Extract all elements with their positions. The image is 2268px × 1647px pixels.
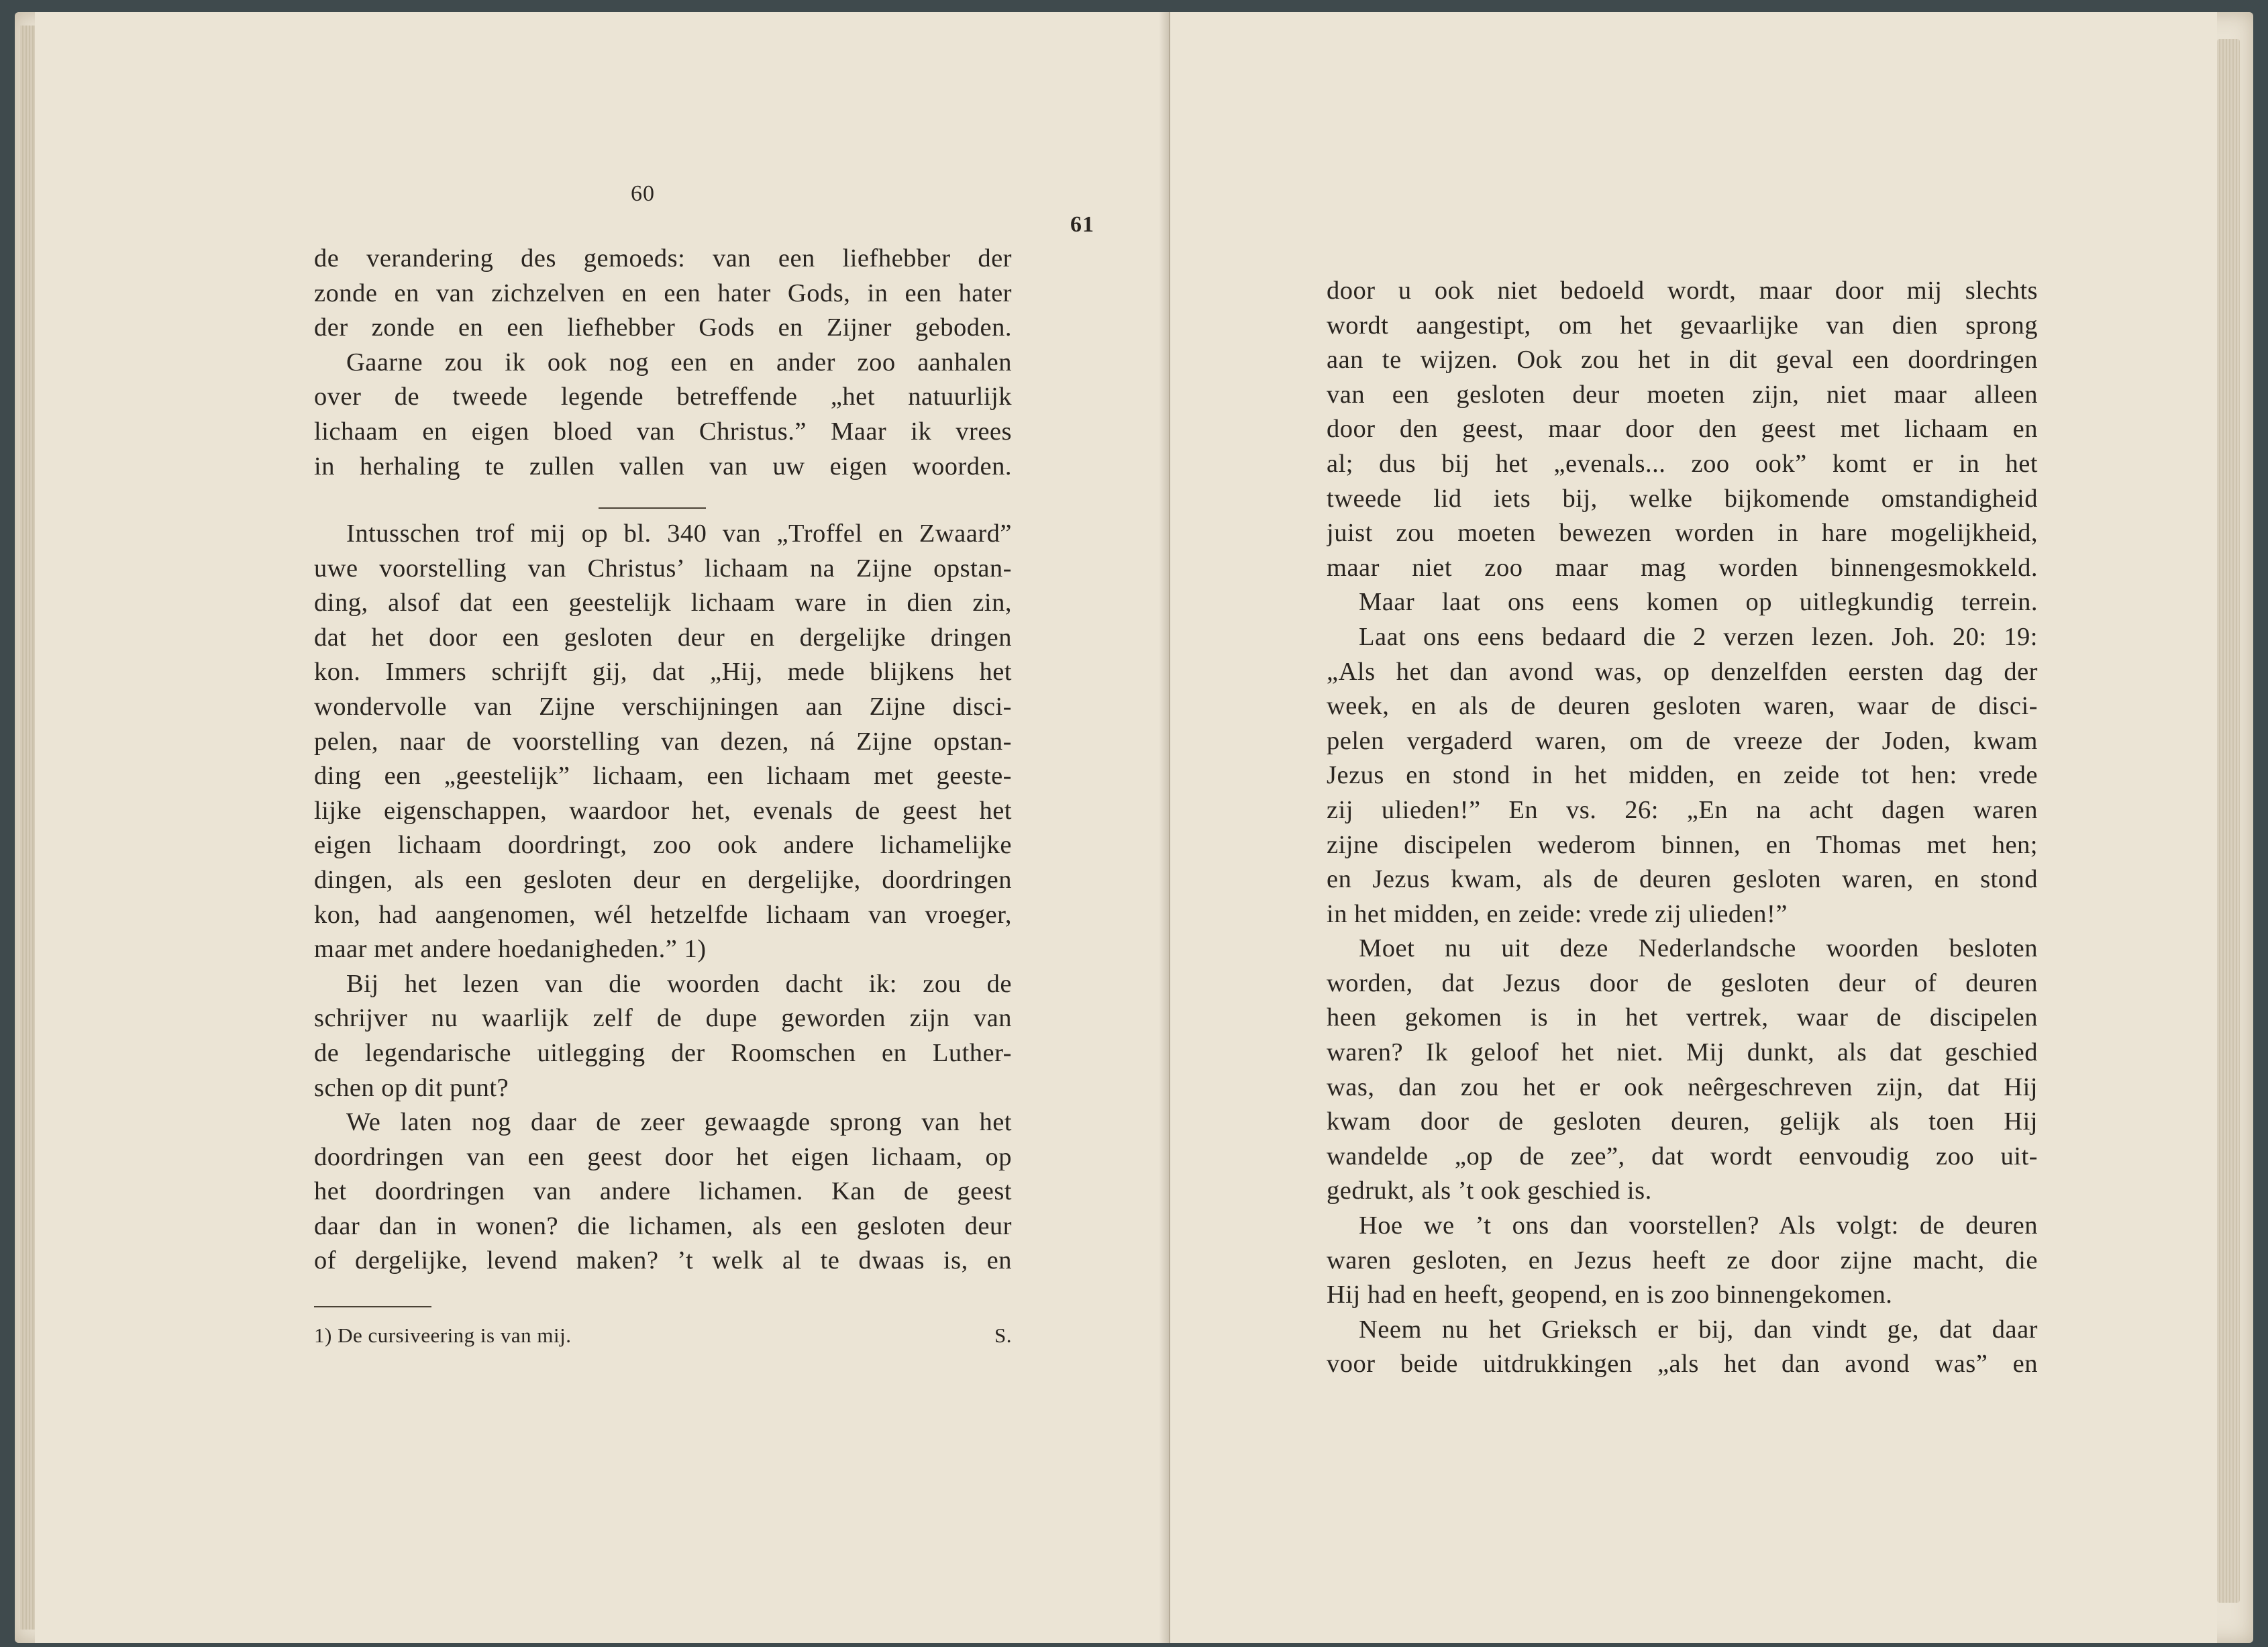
- right-text-block: [1327, 274, 2038, 1382]
- text-line: door den geest, maar door den geest met lichaam en: [1327, 415, 2038, 444]
- text-line: eigen lichaam doordringt, zoo ook andere lichamelijke: [314, 831, 1012, 860]
- text-line: schrijver nu waarlijk zelf de dupe geworden zijn van: [314, 1004, 1012, 1033]
- text-line: het doordringen van andere lichamen. Kan de geest: [314, 1177, 1012, 1206]
- text-line: pelen vergaderd waren, om de vreeze der Joden, kwam: [1327, 726, 2038, 755]
- left-text-block-1: [314, 242, 1012, 484]
- text-line: Hij had en heeft, geopend, en is zoo binnengekomen.: [1327, 1281, 1893, 1309]
- text-line: van een gesloten deur moeten zijn, niet maar alleen: [1327, 380, 2038, 409]
- text-line: waren gesloten, en Jezus heeft ze door zijne macht, die: [1327, 1246, 2038, 1275]
- open-book: [15, 12, 2253, 1643]
- text-line: wondervolle van Zijne verschijningen aan Zijne disci-: [314, 692, 1012, 721]
- text-line: was, dan zou het er ook neêrgeschreven zijn, dat Hij: [1327, 1072, 2038, 1101]
- text-line: ding, alsof dat een geestelijk lichaam ware in dien zin,: [314, 589, 1012, 617]
- text-line: juist zou moeten bewezen worden in hare mogelijkheid,: [1327, 519, 2038, 548]
- text-line: of dergelijke, levend maken? ’t welk al te dwaas is, en: [314, 1246, 1012, 1275]
- text-line: daar dan in wonen? die lichamen, als een gesloten deur: [314, 1211, 1012, 1240]
- text-line: Gaarne zou ik ook nog een en ander zoo aanhalen: [346, 348, 1012, 377]
- text-line: in herhaling te zullen vallen van uw eigen woorden.: [314, 452, 1012, 481]
- text-line: Neem nu het Grieksch er bij, dan vindt ge, dat daar: [1359, 1315, 2038, 1344]
- text-line: der zonde en een liefhebber Gods en Zijner geboden.: [314, 313, 1012, 342]
- text-line: wordt aangestipt, om het gevaarlijke van dien sprong: [1327, 311, 2038, 340]
- text-line: Laat ons eens bedaard die 2 verzen lezen. Joh. 20: 19:: [1359, 622, 2038, 651]
- text-line: Maar laat ons eens komen op uitlegkundig terrein.: [1359, 588, 2038, 617]
- text-line: en Jezus kwam, als de deuren gesloten waren, en stond: [1327, 865, 2038, 894]
- footnote: [314, 1324, 1012, 1348]
- text-line: dat het door een gesloten deur en dergelijke dringen: [314, 623, 1012, 652]
- text-line: kon. Immers schrijft gij, dat „Hij, mede blijkens het: [314, 658, 1012, 687]
- text-line: de verandering des gemoeds: van een liefhebber der: [314, 244, 1012, 272]
- text-line: worden, dat Jezus door de gesloten deur of deuren: [1327, 968, 2038, 997]
- text-line: Bij het lezen van die woorden dacht ik: zou de: [346, 969, 1012, 998]
- footnote-text: 1) De cursiveering is van mij.: [314, 1324, 572, 1347]
- text-line: heen gekomen is in het vertrek, waar de discipelen: [1327, 1003, 2038, 1032]
- text-line: lichaam en eigen bloed van Christus.” Maar ik vrees: [314, 417, 1012, 446]
- text-line: maar niet zoo maar mag worden binnengesmokkeld.: [1327, 553, 2038, 582]
- text-line: Moet nu uit deze Nederlandsche woorden besloten: [1359, 934, 2038, 963]
- text-line: dingen, als een gesloten deur en dergelijke, doordringen: [314, 865, 1012, 894]
- text-line: wandelde „op de zee”, dat wordt eenvoudig zoo uit-: [1327, 1142, 2038, 1170]
- text-line: maar met andere hoedanigheden.” 1): [314, 935, 707, 964]
- text-line: Jezus en stond in het midden, en zeide tot hen: vrede: [1327, 761, 2038, 790]
- text-line: We laten nog daar de zeer gewaagde sprong van het: [346, 1108, 1012, 1137]
- text-line: week, en als de deuren gesloten waren, waar de disci-: [1327, 692, 2038, 721]
- left-page-edges: [20, 26, 35, 1630]
- text-line: zij ulieden!” En vs. 26: „En na acht dagen waren: [1327, 795, 2038, 824]
- text-line: de legendarische uitlegging der Roomschen en Luther-: [314, 1038, 1012, 1067]
- left-page: [35, 12, 1170, 1643]
- text-line: tweede lid iets bij, welke bijkomende omstandigheid: [1327, 484, 2038, 513]
- text-line: voor beide uitdrukkingen „als het dan avond was” en: [1327, 1350, 2038, 1379]
- text-line: uwe voorstelling van Christus’ lichaam na Zijne opstan-: [314, 554, 1012, 583]
- text-line: zijne discipelen wederom binnen, en Thomas met hen;: [1327, 830, 2038, 859]
- text-line: kwam door de gesloten deuren, gelijk als toen Hij: [1327, 1107, 2038, 1136]
- text-line: pelen, naar de voorstelling van dezen, ná Zijne opstan-: [314, 727, 1012, 756]
- footnote-signature: S.: [994, 1324, 1012, 1347]
- text-line: Intusschen trof mij op bl. 340 van „Troffel en Zwaard”: [346, 519, 1012, 548]
- text-line: schen op dit punt?: [314, 1073, 509, 1102]
- page-number-left: 60: [631, 181, 655, 206]
- text-line: kon, had aangenomen, wél hetzelfde lichaam van vroeger,: [314, 900, 1012, 929]
- text-line: aan te wijzen. Ook zou het in dit geval een doordringen: [1327, 346, 2038, 375]
- text-line: zonde en van zichzelven en een hater Gods, in een hater: [314, 279, 1012, 307]
- text-line: lijke eigenschappen, waardoor het, evenals de geest het: [314, 796, 1012, 825]
- text-line: al; dus bij het „evenals... zoo ook” komt er in het: [1327, 449, 2038, 478]
- text-line: ding een „geestelijk” lichaam, een lichaam met geeste-: [314, 762, 1012, 791]
- text-line: over de tweede legende betreffende „het natuurlijk: [314, 383, 1012, 411]
- page-number-right: 61: [1070, 212, 1094, 237]
- text-line: „Als het dan avond was, op denzelfden eersten dag der: [1327, 657, 2038, 686]
- footnote-rule: [314, 1306, 431, 1307]
- text-line: door u ook niet bedoeld wordt, maar door mij slechts: [1327, 277, 2038, 305]
- text-line: gedrukt, als ’t ook geschied is.: [1327, 1177, 1652, 1205]
- text-line: in het midden, en zeide: vrede zij ulieden!”: [1327, 899, 1788, 928]
- text-line: waren? Ik geloof het niet. Mij dunkt, als dat geschied: [1327, 1038, 2038, 1067]
- right-page-edges: [2217, 39, 2240, 1603]
- left-text-block-2: [314, 517, 1012, 1279]
- text-line: doordringen van een geest door het eigen lichaam, op: [314, 1142, 1012, 1171]
- text-line: Hoe we ’t ons dan voorstellen? Als volgt: de deuren: [1359, 1211, 2038, 1240]
- section-divider: [599, 507, 706, 509]
